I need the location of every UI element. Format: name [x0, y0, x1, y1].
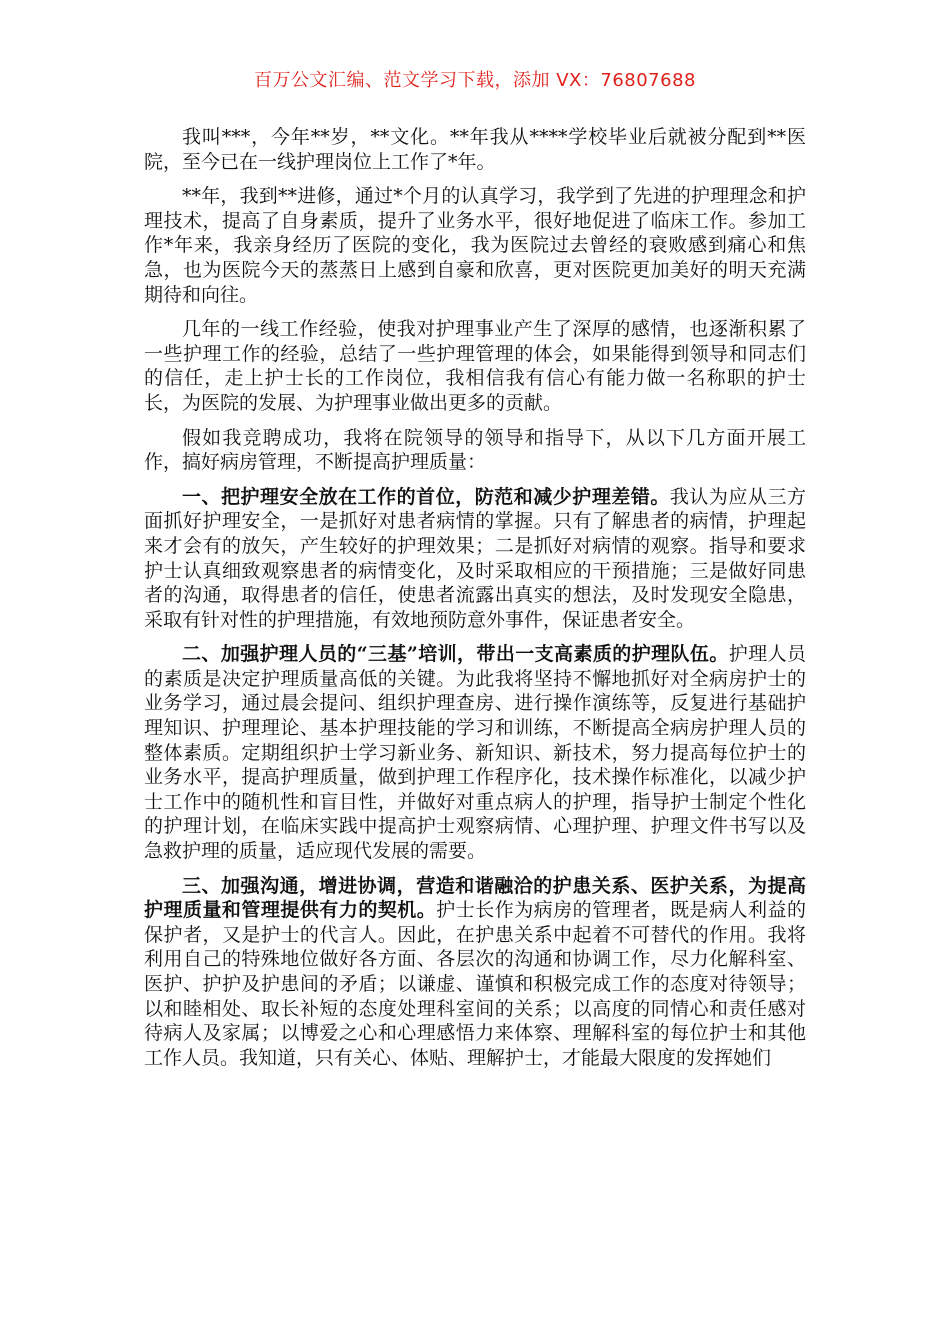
paragraph-plan-intro: 假如我竞聘成功，我将在院领导的领导和指导下，从以下几方面开展工作，搞好病房管理，不断提高护理质量：: [144, 426, 806, 474]
paragraph-item-3-heading: 三、加强沟通，增进协调，营造和谐融洽的护患关系、医护关系，为提高护理质量和管理提供有力的契机。: [144, 874, 806, 922]
paragraph-item-1-text: 我认为应从三方面抓好护理安全，一是抓好对患者病情的掌握。只有了解患者的病情，护理起来才会有的放矢，产生较好的护理效果；二是抓好对病情的观察。指导和要求护士认真细致观察患者的病情变化，及时采取相应的干预措施；三是做好同患者的沟通，取得患者的信任，使患者流露出真实的想法，及时发现安全隐患，采取有针对性的护理措施，有效地预防意外事件，保证患者安全。: [144, 485, 806, 631]
document-body: [144, 125, 806, 1080]
paragraph-item-2-text: 护理人员的素质是决定护理质量高低的关键。为此我将坚持不懈地抓好对全病房护士的业务学习，通过晨会提问、组织护理查房、进行操作演练等，反复进行基础护理知识、护理理论、基本护理技能的学习和训练，不断提高全病房护理人员的整体素质。定期组织护士学习新业务、新知识、新技术，努力提高每位护士的业务水平，提高护理质量，做到护理工作程序化，技术操作标准化，以减少护士工作中的随机性和盲目性，并做好对重点病人的护理，指导护士制定个性化的护理计划，在临床实践中提高护士观察病情、心理护理、护理文件书写以及急救护理的质量，适应现代发展的需要。: [144, 643, 806, 863]
paragraph-item-3-text: 护士长作为病房的管理者，既是病人利益的保护者，又是护士的代言人。因此，在护患关系中起着不可替代的作用。我将利用自己的特殊地位做好各方面、各层次的沟通和协调工作，尽力化解科室、医护、护护及护患间的矛盾；以谦虚、谨慎和积极完成工作的态度对待领导；以和睦相处、取长补短的态度处理科室间的关系；以高度的同情心和责任感对待病人及家属；以博爱之心和心理感悟力来体察、理解科室的每位护士和其他工作人员。我知道，只有关心、体贴、理解护士，才能最大限度的发挥她们: [144, 899, 806, 1069]
paragraph-experience: 几年的一线工作经验，使我对护理事业产生了深厚的感情，也逐渐积累了一些护理工作的经验，总结了一些护理管理的体会，如果能得到领导和同志们的信任，走上护士长的工作岗位，我相信我有信心有能力做一名称职的护士长，为医院的发展、为护理事业做出更多的贡献。: [144, 318, 806, 414]
paragraph-item-3: [144, 874, 806, 1071]
paragraph-item-2-heading: 二、加强护理人员的“三基”培训，带出一支高素质的护理队伍。: [182, 643, 729, 666]
paragraph-item-2: [144, 642, 806, 863]
header-banner: 百万公文汇编、范文学习下载，添加 VX：76807688: [254, 70, 696, 91]
paragraph-item-1-heading: 一、把护理安全放在工作的首位，防范和减少护理差错。: [182, 485, 670, 508]
paragraph-item-1: [144, 485, 806, 633]
paragraph-training: **年，我到**进修，通过*个月的认真学习，我学到了先进的护理理念和护理技术，提高了自身素质，提升了业务水平，很好地促进了临床工作。参加工作*年来，我亲身经历了医院的变化，我为医院过去曾经的衰败感到痛心和焦急，也为医院今天的蒸蒸日上感到自豪和欣喜，更对医院更加美好的明天充满期待和向往。: [144, 185, 806, 306]
paragraph-intro: 我叫***，今年**岁，**文化。**年我从****学校毕业后就被分配到**医院，至今已在一线护理岗位上工作了*年。: [144, 126, 806, 173]
